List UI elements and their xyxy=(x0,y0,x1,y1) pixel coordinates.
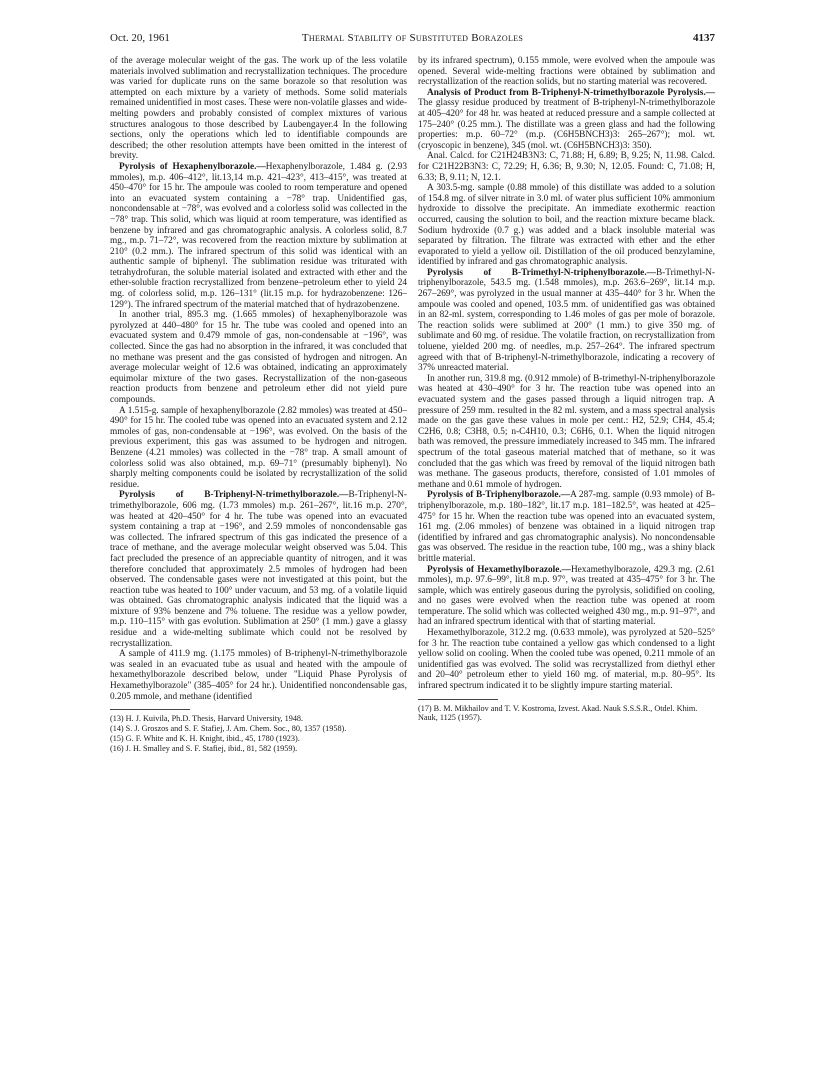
section-heading: Pyrolysis of B-Triphenyl-N-trimethylborazole.— xyxy=(119,490,349,501)
footnote: (17) B. M. Mikhailov and T. V. Kostroma, Izvest. Akad. Nauk S.S.S.R., Otdel. Khim. Nauk, 1125 (1957). xyxy=(418,703,698,723)
paragraph xyxy=(418,374,715,491)
paragraph xyxy=(418,490,715,564)
paragraph-text: The glassy residue produced by treatment of B-triphenyl-N-trimethylborazole at 405–420° for 48 hr. was heated at reduced pressure and a sample collected at 175–240° (0.25 mm.). The distillate was a green glass and had the following properties: m.p. 60–72° (m.p. (C6H5BNCH3)3: 265–267°); mol. wt. (cryoscopic in benzene), 345 (mol. wt. (C6H5BNCH3)3: 350). xyxy=(418,98,715,151)
section-heading: Pyrolysis of B-Trimethyl-N-triphenylborazole.— xyxy=(427,267,656,278)
section-heading: Analysis of Product from B-Triphenyl-N-trimethylborazole Pyrolysis.— xyxy=(427,87,715,98)
footnotes xyxy=(110,714,407,753)
header-page-number: 4137 xyxy=(693,32,715,44)
paragraph xyxy=(418,56,715,88)
paragraph xyxy=(418,151,715,183)
paragraph xyxy=(110,162,407,310)
paragraph xyxy=(110,406,407,491)
paragraph xyxy=(110,490,407,649)
footnotes xyxy=(418,704,715,724)
paragraph-text: In another run, 319.8 mg. (0.912 mmole) of B-trimethyl-N-triphenylborazole was heated at 430–490° for 3 hr. The reaction tube was opened into an evacuated system and the gases passed through a liquid nitrogen trap. A pressure of 259 mm. resulted in the 82 ml. system, and a mass spectral analysis made on the gas gave these values in mole per cent.: H2, 52.9; CH4, 45.4; C2H6, 0.8; C3H8, 0.5; n-C4H10, 0.3; C6H6, 0.1. When the liquid nitrogen bath was removed, the pressure immediately increased to 345 mm. The infrared spectrum of the total gaseous material matched that of methane, so it was concluded that the gas which was freed by removal of the liquid nitrogen bath was methane. The gaseous products, therefore, consisted of 1.01 mmoles of methane and 0.61 mmole of hydrogen. xyxy=(418,373,715,490)
section-heading: Pyrolysis of Hexaphenylborazole.— xyxy=(119,161,266,172)
paragraph-text: A 1.515-g. sample of hexaphenylborazole (2.82 mmoles) was treated at 450–490° for 15 hr. The cooled tube was opened into an evacuated system and 2.12 mmoles of gas, non-condensable at −196°, was evolved. On the basis of the previous experiment, this gas was assumed to be hydrogen and nitrogen. Benzene (4.21 mmoles) was collected in the −78° trap. A small amount of colorless solid was also obtained, m.p. 69–71° (presumably biphenyl). No sharply melting components could be isolated by recrystallization of the solid residue. xyxy=(110,405,407,490)
left-column xyxy=(110,56,407,753)
footnote: (15) G. F. White and K. H. Knight, ibid., 45, 1780 (1923). xyxy=(110,733,300,743)
footnote: (13) H. J. Kuivila, Ph.D. Thesis, Harvard University, 1948. xyxy=(110,714,304,724)
header-title: Thermal Stability of Substituted Borazoles xyxy=(301,32,524,44)
right-column xyxy=(418,56,715,723)
paragraph-text: A 287-mg. sample (0.93 mmole) of B-triphenylborazole, m.p. 180–182°, lit.17 m.p. 181–182.5°, was heated at 425–475° for 15 hr. When the reaction tube was opened into an evacuated system, 161 mg. (2.06 mmoles) of benzene was obtained in a liquid nitrogen trap (identified by infrared and gas chromatographic analysis). No noncondensable gas was observed. The residue in the reaction tube, 100 mg., was a shiny black brittle material. xyxy=(418,490,715,564)
paragraph-text: Anal. Calcd. for C21H24B3N3: C, 71.88; H, 6.89; B, 9.25; N, 11.98. Calcd. for C21H22B3N3: C, 72.29; H, 6.36; B, 9.30; N, 12.05. Found: C, 71.08; H, 6.33; B, 9.11; N, 12.1. xyxy=(418,151,715,183)
paragraph-text: B-Trimethyl-N-triphenylborazole, 543.5 mg. (1.548 mmoles), m.p. 263.6–269°, lit.14 m.p. 267–269°, was pyrolyzed in the usual manner at 435–440° for 3 hr. When the ampoule was cooled and opened, 103.5 mm. of unidentified gas was obtained in an 82-ml. system, corresponding to 1.46 moles of gas per mole of borazole. The reaction solids were sublimed at 200° (1 mm.) to give 350 mg. of sublimate and 60 mg. of residue. The volatile fraction, on recrystallization from toluene, yielded 200 mg. of needles, m.p. 257–264°. The infrared spectrum agreed with that of B-triphenyl-N-trimethylborazole, indicating a recovery of 37% unreacted material. xyxy=(418,267,715,374)
footnote-divider xyxy=(110,709,190,710)
header-date: Oct. 20, 1961 xyxy=(110,32,170,44)
footnote-divider xyxy=(418,699,498,700)
paragraph xyxy=(110,649,407,702)
footnote: (14) S. J. Groszos and S. F. Stafiej, J. Am. Chem. Soc., 80, 1357 (1958). xyxy=(110,724,347,734)
section-heading: Pyrolysis of Hexamethylborazole.— xyxy=(427,564,571,575)
paragraph xyxy=(110,310,407,405)
paragraph-text: In another trial, 895.3 mg. (1.665 mmoles) of hexaphenylborazole was pyrolyzed at 440–480° for 15 hr. The tube was cooled and opened into an evacuated system and 0.479 mmole of gas, non-condensable at −196°, was collected. Since the gas had no absorption in the infrared, it was concluded that no methane was present and the gas consisted of hydrogen and nitrogen. An average molecular weight of 12.6 was obtained, indicating an approximately equimolar mixture of the two gases. Recrystallization of the non-gaseous reaction products from benzene and petroleum ether did not yield pure compounds. xyxy=(110,310,407,405)
paragraph xyxy=(418,628,715,692)
paragraph xyxy=(418,88,715,152)
paragraph-text: by its infrared spectrum), 0.155 mmole, were evolved when the ampoule was opened. Several wide-melting fractions were obtained by sublimation and recrystallization of the reaction solids, but no starting material was recovered. xyxy=(418,56,715,88)
paragraph xyxy=(110,56,407,162)
section-heading: Pyrolysis of B-Triphenylborazole.— xyxy=(427,490,571,501)
paragraph-text: Hexamethylborazole, 429.3 mg. (2.61 mmoles), m.p. 97.6–99°, lit.8 m.p. 97°, was treated at 435–475° for 3 hr. The sample, which was entirely gaseous during the pyrolysis, solidified on cooling, and no gases were evolved when the reaction tube was opened at room temperature. The solid which was collected weighed 430 mg., m.p. 91–97°, and had an infrared spectrum identical with that of starting material. xyxy=(418,564,715,628)
paragraph-text: A sample of 411.9 mg. (1.175 mmoles) of B-triphenyl-N-trimethylborazole was sealed in an evacuated tube as usual and heated with the ampoule of hexamethylborazole described below, under "Liquid Phase Pyrolysis of Hexamethylborazole" (385–405° for 24 hr.). Unidentified noncondensable gas, 0.205 mmole, and methane (identified xyxy=(110,649,407,702)
running-header xyxy=(110,32,715,48)
paragraph-text: Hexamethylborazole, 312.2 mg. (0.633 mmole), was pyrolyzed at 520–525° for 3 hr. The reaction tube contained a yellow gas which condensed to a light yellow solid on cooling. When the cooled tube was opened, 0.211 mmole of an unidentified gas was evolved. The solid was recrystallized from diethyl ether and 20–40° petroleum ether to yield 160 mg. of material, m.p. 80–95°. Its infrared spectrum indicated it to be slightly impure starting material. xyxy=(418,628,715,692)
paragraph-text: of the average molecular weight of the gas. The work up of the less volatile materials involved sublimation and recrystallization techniques. The procedure was varied for duplicate runs on the same borazole so that resolution was attempted on each mixture by a variety of methods. Some solid materials remained unidentified in most cases. These were non-volatile glasses and wide-melting powders and probably consisted of complex mixtures of various structures analogous to those described by Laubengayer.4 In the following sections, only the operations which led to identifiable compounds are described; the other resolution attempts have been omitted in the interest of brevity. xyxy=(110,56,407,162)
paragraph xyxy=(418,183,715,268)
footnote: (16) J. H. Smalley and S. F. Stafiej, ibid., 81, 582 (1959). xyxy=(110,743,298,753)
paragraph-text: Hexaphenylborazole, 1.484 g. (2.93 mmoles), m.p. 406–412°, lit.13,14 m.p. 421–423°, 413–415°, was treated at 450–470° for 15 hr. The ampoule was cooled to room temperature and opened into an evacuated system containing a −78° trap. Unidentified gas, noncondensable at −78°, was evolved and a colorless solid was collected in the −78° trap. This solid, which was liquid at room temperature, was identified as benzene by infrared and gas chromatographic analysis. A colorless solid, 8.7 mg., m.p. 71–72°, was recovered from the reaction mixture by sublimation at 210° (0.2 mm.). The infrared spectrum of this solid was identical with an authentic sample of biphenyl. The sublimation residue was triturated with tetrahydrofuran, the soluble material isolated and extracted with ether and the ether-soluble fraction recrystallized from benzene–petroleum ether to yield 24 mg. of colorless solid, m.p. 126–131° (lit.15 m.p. for hydrazobenzene: 126–129°). The infrared spectrum of the material matched that of hydrazobenzene. xyxy=(110,161,407,310)
paragraph xyxy=(418,565,715,629)
paragraph-text: A 303.5-mg. sample (0.88 mmole) of this distillate was added to a solution of 154.8 mg. of silver nitrate in 3.0 ml. of water plus sufficient 10% ammonium hydroxide to dissolve the precipitate. An immediate exothermic reaction occurred, causing the solution to boil, and the reaction mixture became black. Sodium hydroxide (0.7 g.) was added and a black insoluble material was separated by filtration. The filtrate was extracted with ether and the ether evaporated to yield a yellow oil. Distillation of the oil produced benzylamine, identified by infrared and gas chromatographic analysis. xyxy=(418,183,715,268)
paragraph-text: B-Triphenyl-N-trimethylborazole, 606 mg. (1.73 mmoles) m.p. 261–267°, lit.16 m.p. 270°, was heated at 420–450° for 4 hr. The tube was opened into an evacuated system containing a trap at −196°, and 2.59 mmoles of noncondensable gas was collected. The infrared spectrum of this gas indicated the presence of a trace of methane, and the average molecular weight observed was 5.04. This fact precluded the presence of an appreciable quantity of nitrogen, and it was therefore concluded that approximately 2.5 mmoles of hydrogen had been observed. The condensable gases were not investigated at this point, but the reaction tube was heated to 100° under vacuum, and 53 mg. of a volatile liquid was obtained. Gas chromatographic analysis indicated that the liquid was a mixture of 93% benzene and 7% toluene. The residue was a yellow powder, m.p. 110–115° with gas evolution. Sublimation at 250° (1 mm.) gave a glassy residue and a wide-melting sublimate which could not be resolved by recrystallization. xyxy=(110,490,407,649)
paragraph xyxy=(418,268,715,374)
